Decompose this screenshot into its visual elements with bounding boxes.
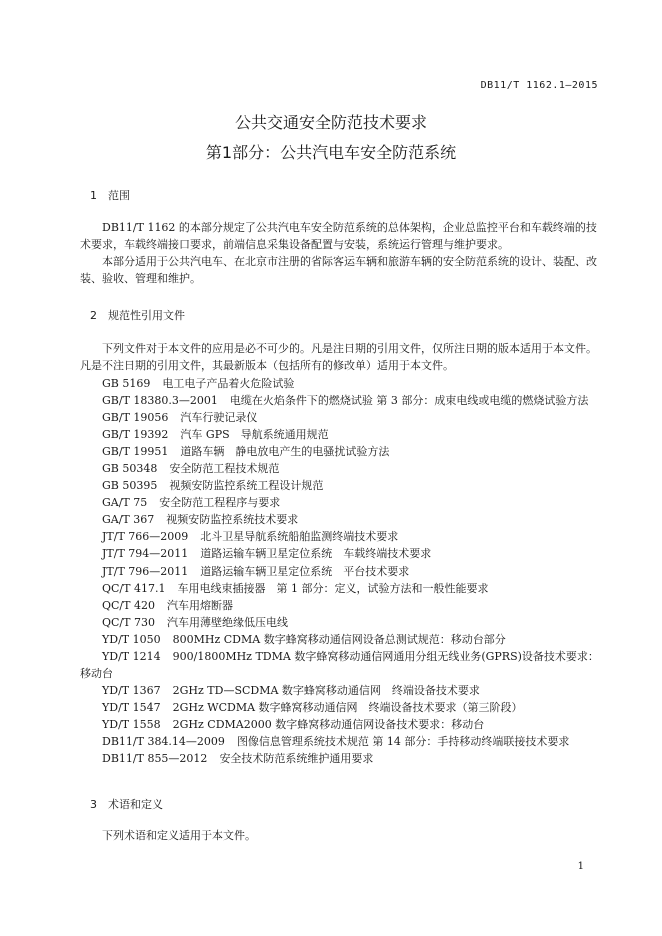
reference-title: 图像信息管理系统技术规范 第 14 部分：手持移动终端联接技术要求 <box>236 734 570 748</box>
reference-item <box>80 631 602 648</box>
reference-code: GB/T 19392 <box>102 428 169 442</box>
reference-item <box>80 682 602 699</box>
reference-item <box>80 392 602 409</box>
reference-item <box>80 426 602 443</box>
reference-item <box>80 563 602 580</box>
section-number: 2 <box>90 309 97 322</box>
reference-title: 电缆在火焰条件下的燃烧试验 第 3 部分：成束电线或电缆的燃烧试验方法 <box>229 394 589 408</box>
reference-item <box>80 614 602 631</box>
reference-code: GA/T 75 <box>102 496 148 510</box>
reference-title: 道路运输车辆卫星定位系统 平台技术要求 <box>200 564 410 578</box>
scope-paragraph-1: DB11/T 1162 的本部分规定了公共汽电车安全防范系统的总体架构，企业总监控平台和车载终端的技术要求，车载终端接口要求，前端信息采集设备配置与安装，系统运行管理与维护要求。 <box>80 221 597 251</box>
reference-item <box>80 528 602 545</box>
reference-item <box>80 699 602 716</box>
reference-code: YD/T 1214 <box>102 649 161 663</box>
reference-code: YD/T 1547 <box>102 700 161 714</box>
terms-paragraph: 下列术语和定义适用于本文件。 <box>102 829 256 842</box>
reference-item <box>80 716 602 733</box>
reference-code: YD/T 1558 <box>102 717 161 731</box>
reference-item <box>80 494 602 511</box>
reference-title: 汽车行驶记录仪 <box>180 411 258 425</box>
document-title: 公共交通安全防范技术要求 <box>234 113 427 132</box>
reference-item <box>80 648 602 682</box>
standard-code: DB11/T 1162.1—2015 <box>480 80 598 91</box>
reference-code: JT/T 766—2009 <box>102 530 189 544</box>
reference-item <box>80 460 602 477</box>
reference-item <box>80 409 602 426</box>
reference-title: 2GHz TD—SCDMA 数字蜂窝移动通信网 终端设备技术要求 <box>172 683 480 697</box>
reference-item <box>80 545 602 562</box>
reference-code: YD/T 1050 <box>102 632 161 646</box>
reference-title: 汽车 GPS 导航系统通用规范 <box>180 428 329 442</box>
reference-code: GB 5169 <box>102 377 151 390</box>
reference-title: 2GHz CDMA2000 数字蜂窝移动通信网设备技术要求：移动台 <box>172 717 485 731</box>
reference-code: JT/T 794—2011 <box>102 547 189 561</box>
reference-title: 北斗卫星导航系统船舶监测终端技术要求 <box>200 530 399 544</box>
page-number: 1 <box>577 861 584 872</box>
reference-code: GB 50395 <box>102 479 158 493</box>
reference-item <box>80 750 602 767</box>
section-heading-normative-references <box>90 307 185 323</box>
reference-code: GB/T 19951 <box>102 445 169 459</box>
reference-item <box>80 375 602 392</box>
reference-title: 道路车辆 静电放电产生的电骚扰试验方法 <box>180 445 390 459</box>
reference-title: 视频安防监控系统技术要求 <box>166 513 299 527</box>
reference-list <box>80 375 602 767</box>
reference-title: 900/1800MHz TDMA 数字蜂窝移动通信网通用分组无线业务(GPRS)设备技术要求：移动台 <box>80 649 599 680</box>
reference-title: 800MHz CDMA 数字蜂窝移动通信网设备总测试规范：移动台部分 <box>172 632 506 646</box>
reference-code: DB11/T 384.14—2009 <box>102 734 225 748</box>
reference-code: YD/T 1367 <box>102 683 161 697</box>
section-title: 规范性引用文件 <box>108 309 185 322</box>
reference-title: 安全防范工程技术规范 <box>169 462 280 476</box>
section-number: 3 <box>90 798 97 811</box>
reference-title: 视频安防监控系统工程设计规范 <box>169 479 324 493</box>
reference-code: GB/T 18380.3—2001 <box>102 394 218 408</box>
reference-title: 2GHz WCDMA 数字蜂窝移动通信网 终端设备技术要求（第三阶段） <box>172 700 523 714</box>
reference-code: QC/T 730 <box>102 615 155 629</box>
reference-code: GB/T 19056 <box>102 411 169 425</box>
reference-title: 安全防范工程程序与要求 <box>159 496 281 510</box>
references-intro-paragraph: 下列文件对于本文件的应用是必不可少的。凡是注日期的引用文件，仅所注日期的版本适用于本文件。凡是不注日期的引用文件，其最新版本（包括所有的修改单）适用于本文件。 <box>80 342 597 372</box>
section-heading-terms <box>90 796 163 812</box>
reference-code: GB 50348 <box>102 462 158 476</box>
reference-item <box>80 511 602 528</box>
reference-item <box>80 597 602 614</box>
scope-paragraph-2: 本部分适用于公共汽电车、在北京市注册的省际客运车辆和旅游车辆的安全防范系统的设计、装配、改装、验收、管理和维护。 <box>80 255 597 285</box>
section-heading-scope <box>90 187 130 203</box>
section-title: 范围 <box>108 189 130 202</box>
reference-title: 电工电子产品着火危险试验 <box>162 377 295 390</box>
reference-item <box>80 477 602 494</box>
reference-item <box>80 733 602 750</box>
section-number: 1 <box>90 189 97 202</box>
reference-item <box>80 580 602 597</box>
reference-title: 安全技术防范系统维护通用要求 <box>219 752 374 766</box>
reference-title: 车用电线束插接器 第 1 部分：定义，试验方法和一般性能要求 <box>177 581 489 595</box>
reference-code: DB11/T 855—2012 <box>102 752 208 766</box>
reference-title: 道路运输车辆卫星定位系统 车载终端技术要求 <box>200 547 432 561</box>
document-subtitle: 第1部分：公共汽电车安全防范系统 <box>205 143 457 162</box>
reference-code: JT/T 796—2011 <box>102 564 189 578</box>
reference-code: QC/T 420 <box>102 598 155 612</box>
reference-title: 汽车用薄壁绝缘低压电线 <box>166 615 288 629</box>
reference-item <box>80 443 602 460</box>
reference-code: QC/T 417.1 <box>102 581 166 595</box>
reference-title: 汽车用熔断器 <box>166 598 233 612</box>
section-title: 术语和定义 <box>108 798 163 811</box>
reference-code: GA/T 367 <box>102 513 155 527</box>
